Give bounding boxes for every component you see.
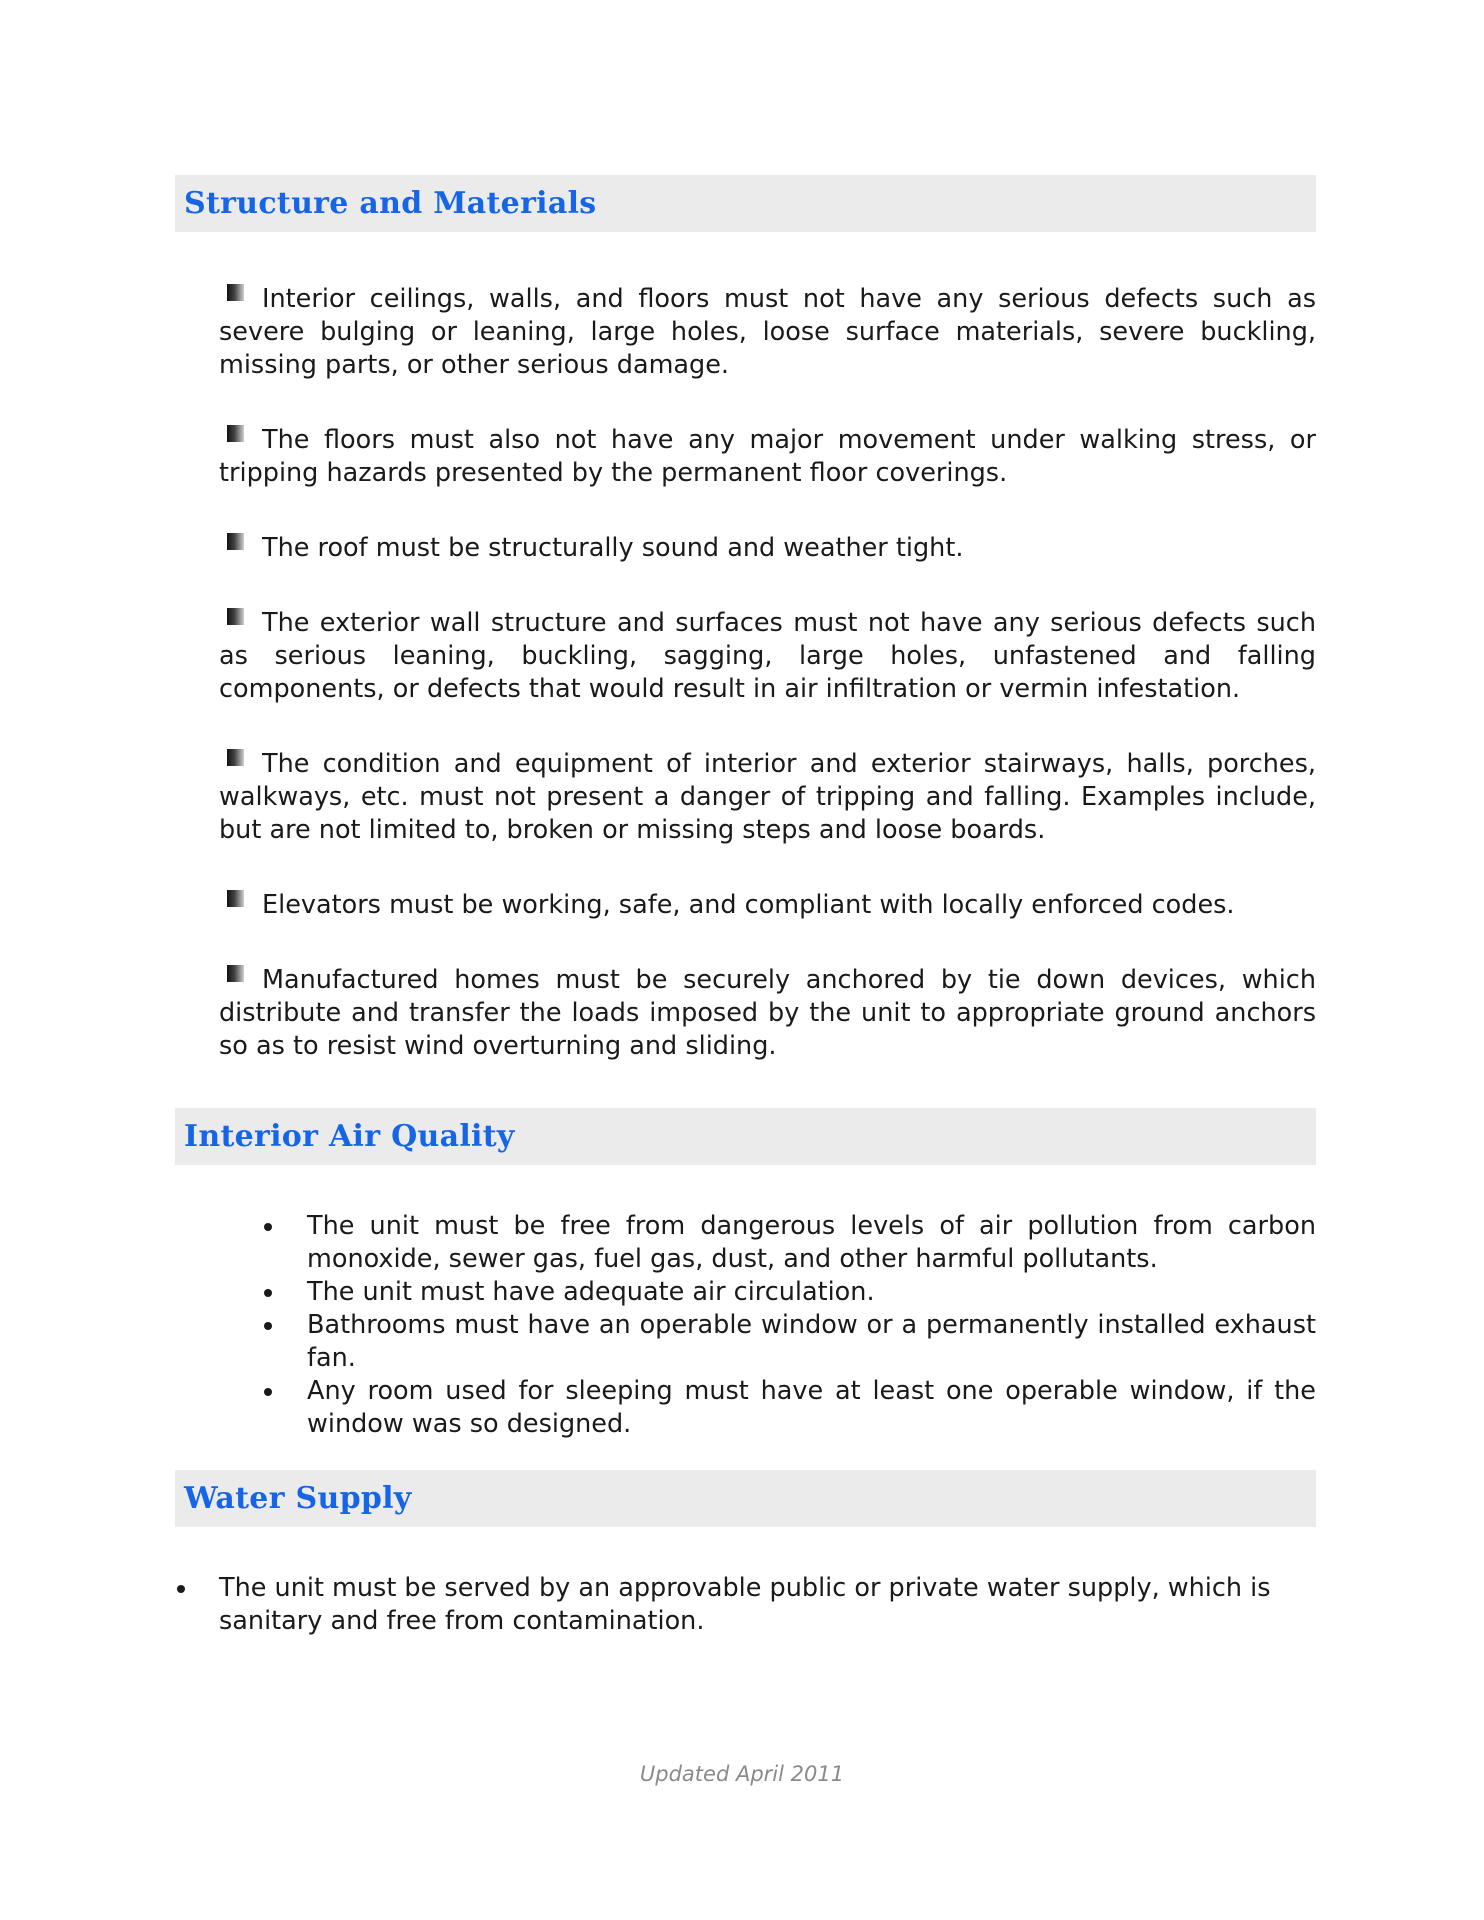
bullet-dot-icon [264, 1289, 272, 1297]
structure-item-3 [219, 532, 1316, 565]
structure-item-text: Elevators must be working, safe, and compliant with locally enforced codes. [262, 890, 1235, 920]
square-bullet-icon [227, 890, 244, 907]
structure-item-text: Manufactured homes must be securely anchored by tie down devices, which distribute and transfer the loads imposed by the unit to appropriate ground anchors so as to resist wind overturning and sliding. [219, 965, 1316, 1061]
bullet-dot-icon [264, 1223, 272, 1231]
bullet-dot-icon [264, 1322, 272, 1330]
section-title-water-supply: Water Supply [184, 1481, 412, 1516]
structure-item-2 [219, 424, 1316, 490]
section-title-structure: Structure and Materials [184, 186, 597, 221]
list-item-text: The unit must have adequate air circulation. [307, 1277, 875, 1307]
section-title-air-quality: Interior Air Quality [184, 1119, 515, 1154]
list-item-text: The unit must be free from dangerous levels of air pollution from carbon monoxide, sewer gas, fuel gas, dust, and other harmful pollutants. [307, 1211, 1316, 1274]
section-header-air-quality [175, 1108, 1316, 1165]
square-bullet-icon [227, 425, 244, 442]
structure-item-text: The floors must also not have any major movement under walking stress, or tripping hazards presented by the permanent floor coverings. [219, 425, 1316, 488]
water-supply-list [219, 1572, 1289, 1638]
structure-item-text: Interior ceilings, walls, and floors must not have any serious defects such as severe bulging or leaning, large holes, loose surface materials, severe buckling, missing parts, or other serious damage. [219, 284, 1316, 380]
structure-item-text: The condition and equipment of interior and exterior stairways, halls, porches, walkways, etc. must not present a danger of tripping and falling. Examples include, but are not limited to, broken or missing steps and loose boards. [219, 749, 1316, 845]
section-header-structure [175, 175, 1316, 232]
air-quality-list [307, 1210, 1316, 1441]
bullet-dot-icon [177, 1585, 185, 1593]
list-item [307, 1210, 1316, 1276]
list-item-text: Any room used for sleeping must have at least one operable window, if the window was so designed. [307, 1376, 1316, 1439]
square-bullet-icon [227, 533, 244, 550]
list-item [219, 1572, 1289, 1638]
structure-item-5 [219, 748, 1316, 847]
list-item [307, 1276, 1316, 1309]
list-item [307, 1375, 1316, 1441]
structure-item-7 [219, 964, 1316, 1063]
structure-item-6 [219, 889, 1316, 922]
structure-item-text: The roof must be structurally sound and weather tight. [262, 533, 964, 563]
section-header-water-supply [175, 1470, 1316, 1527]
square-bullet-icon [227, 965, 244, 982]
structure-item-4 [219, 607, 1316, 706]
structure-item-text: The exterior wall structure and surfaces must not have any serious defects such as serious leaning, buckling, sagging, large holes, unfastened and falling components, or defects that would result in air infiltration or vermin infestation. [219, 608, 1316, 704]
square-bullet-icon [227, 608, 244, 625]
square-bullet-icon [227, 749, 244, 766]
square-bullet-icon [227, 284, 244, 301]
list-item [307, 1309, 1316, 1375]
structure-item-1 [219, 283, 1316, 382]
footer-updated-date: Updated April 2011 [639, 1762, 845, 1786]
list-item-text: The unit must be served by an approvable public or private water supply, which is sanitary and free from contamination. [219, 1573, 1271, 1636]
bullet-dot-icon [264, 1388, 272, 1396]
list-item-text: Bathrooms must have an operable window or a permanently installed exhaust fan. [307, 1310, 1316, 1373]
